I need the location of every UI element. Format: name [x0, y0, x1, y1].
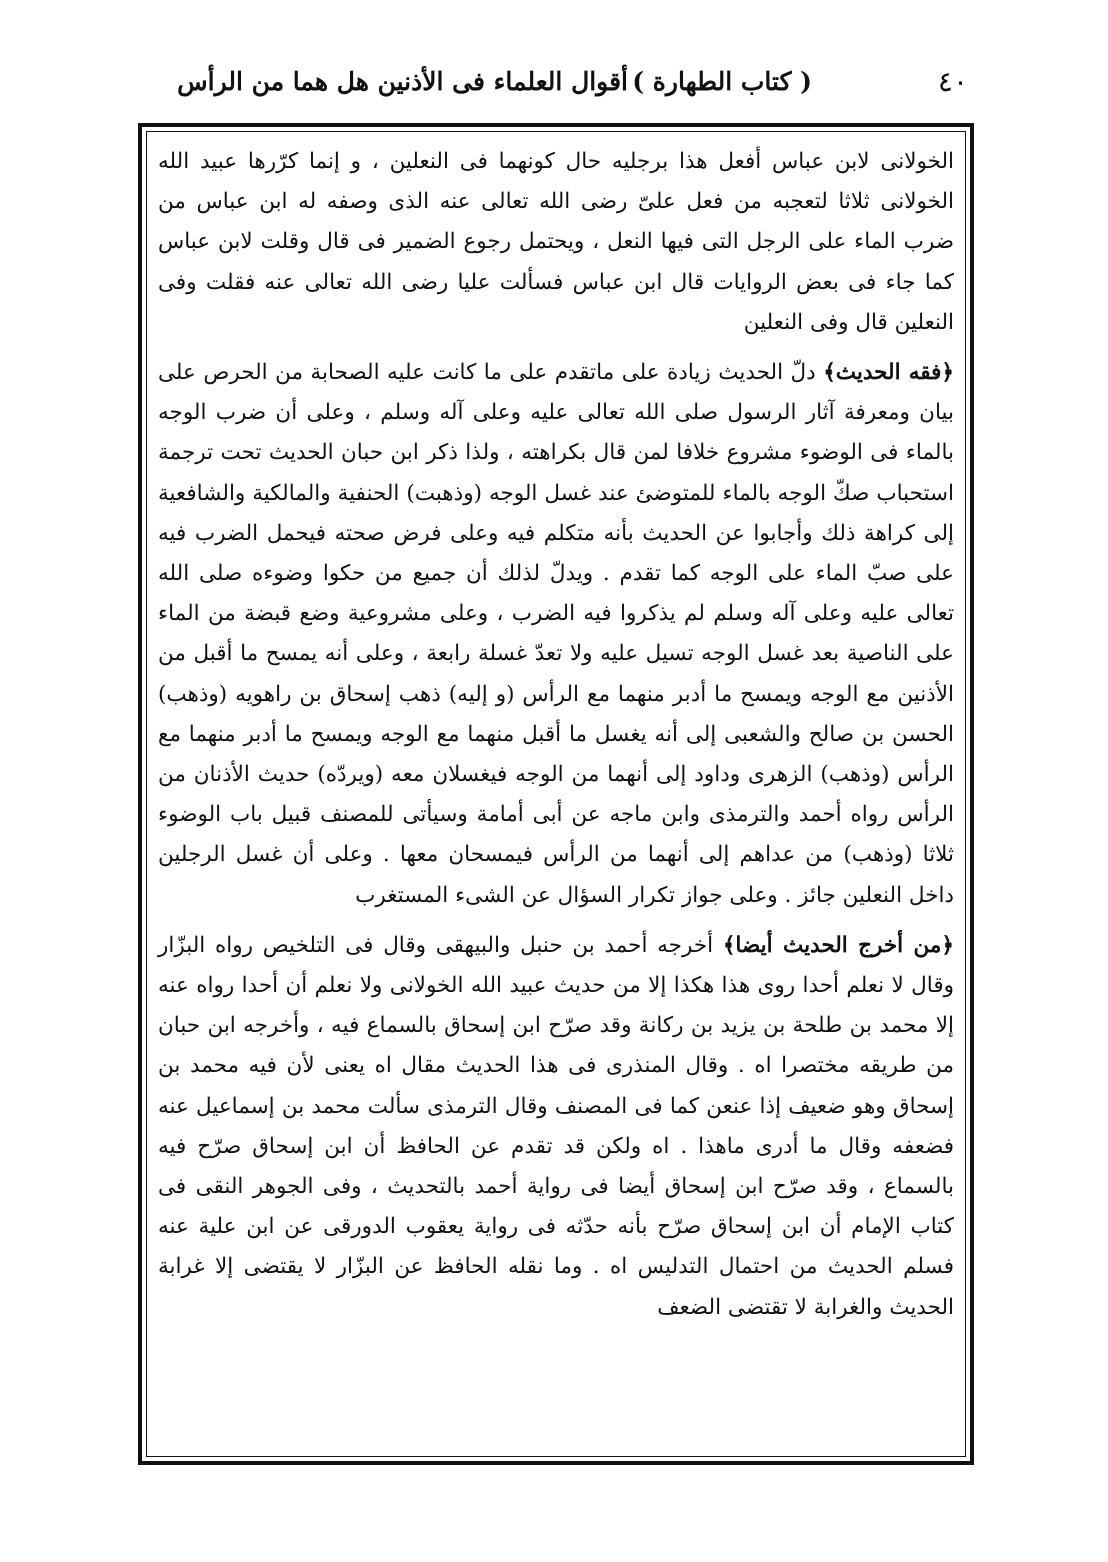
paragraph-fiqh-al-hadith	[158, 353, 954, 916]
section-title: أقوال العلماء فى الأذنين هل هما من الرأس	[177, 67, 628, 96]
page-body	[158, 142, 954, 1328]
paragraph-text: دلّ الحديث زيادة على ماتقدم على ما كانت عليه الصحابة من الحرص على بيان ومعرفة آثار الرسول صلى الله تعالى عليه وعلى آله وسلم ، وعلى أن ضرب الوجه بالماء فى الوضوء مشروع خلافا لمن قال بكراهته ، ولذا ذكر ابن حبان الحديث تحت ترجمة استحباب صكّ الوجه بالماء للمتوضئ عند غسل الوجه (وذهبت) الحنفية والمالكية والشافعية إلى كراهة ذلك وأجابوا عن الحديث بأنه متكلم فيه وعلى فرض صحته فيحمل الضرب فيه على صبّ الماء على الوجه كما تقدم . ويدلّ لذلك أن جميع من حكوا وضوءه صلى الله تعالى عليه وعلى آله وسلم لم يذكروا فيه الضرب ، وعلى مشروعية وضع قبضة من الماء على الناصية بعد غسل الوجه تسيل عليه ولا تعدّ غسلة رابعة ، وعلى أنه يمسح ما أقبل من الأذنين مع الوجه ويمسح ما أدبر منهما مع الرأس (و إليه) ذهب إسحاق بن راهويه (وذهب) الحسن بن صالح والشعبى إلى أنه يغسل ما أقبل منهما مع الوجه ويمسح ما أدبر منهما مع الرأس (وذهب) الزهرى وداود إلى أنهما من الوجه فيغسلان معه (ويردّه) حديث الأذنان من الرأس رواه أحمد والترمذى وابن ماجه عن أبى أمامة وسيأتى للمصنف قبيل باب الوضوء ثلاثا (وذهب) من عداهم إلى أنهما من الرأس فيمسحان معها . وعلى أن غسل الرجلين داخل النعلين جائز . وعلى جواز تكرار السؤال عن الشىء المستغرب	[158, 360, 954, 908]
section-heading: ﴿من أخرج الحديث أيضا﴾	[722, 932, 954, 958]
paragraph-text: أخرجه أحمد بن حنبل والبيهقى وقال فى التلخيص رواه البزّار وقال لا نعلم أحدا روى هذا هكذا إلا من حديث عبيد الله الخولانى ولا نعلم أن أحدا رواه عنه إلا محمد بن طلحة بن يزيد بن ركانة وقد صرّح ابن إسحاق بالسماع فيه ، وأخرجه ابن حبان من طريقه مختصرا اه . وقال المنذرى فى هذا الحديث مقال اه يعنى لأن فيه محمد بن إسحاق وهو ضعيف إذا عنعن كما فى المصنف وقال الترمذى سألت محمد بن إسماعيل عنه فضعفه وقال ما أدرى ماهذا . اه ولكن قد تقدم عن الحافظ أن ابن إسحاق صرّح فيه بالسماع ، وقد صرّح ابن إسحاق أيضا فى رواية أحمد بالتحديث ، وفى الجوهر النقى فى كتاب الإمام أن ابن إسحاق صرّح بأنه حدّثه فى رواية يعقوب الدورقى عن ابن علية عنه فسلم الحديث من احتمال التدليس اه . وما نقله الحافظ عن البزّار لا يقتضى إلا غرابة الحديث والغرابة لا تقتضى الضعف	[158, 932, 954, 1320]
book-title: ( كتاب الطهارة )	[632, 67, 812, 96]
paragraph-text: الخولانى لابن عباس أفعل هذا برجليه حال كونهما فى النعلين ، و إنما كرّرها عبيد الله الخولانى ثلاثا لتعجبه من فعل علىّ رضى الله تعالى عنه الذى وصفه له ابن عباس من ضرب الماء على الرجل التى فيها النعل ، ويحتمل رجوع الضمير فى قال وقلت لابن عباس كما جاء فى بعض الروايات قال ابن عباس فسألت عليا رضى الله تعالى عنه فقلت وفى النعلين قال وفى النعلين	[158, 149, 954, 335]
paragraph-continuation	[158, 142, 954, 343]
paragraph-takhrij	[158, 926, 954, 1328]
page-header	[150, 62, 968, 104]
section-heading: ﴿فقه الحديث﴾	[823, 360, 954, 386]
page-number: ٤٠	[937, 65, 968, 98]
